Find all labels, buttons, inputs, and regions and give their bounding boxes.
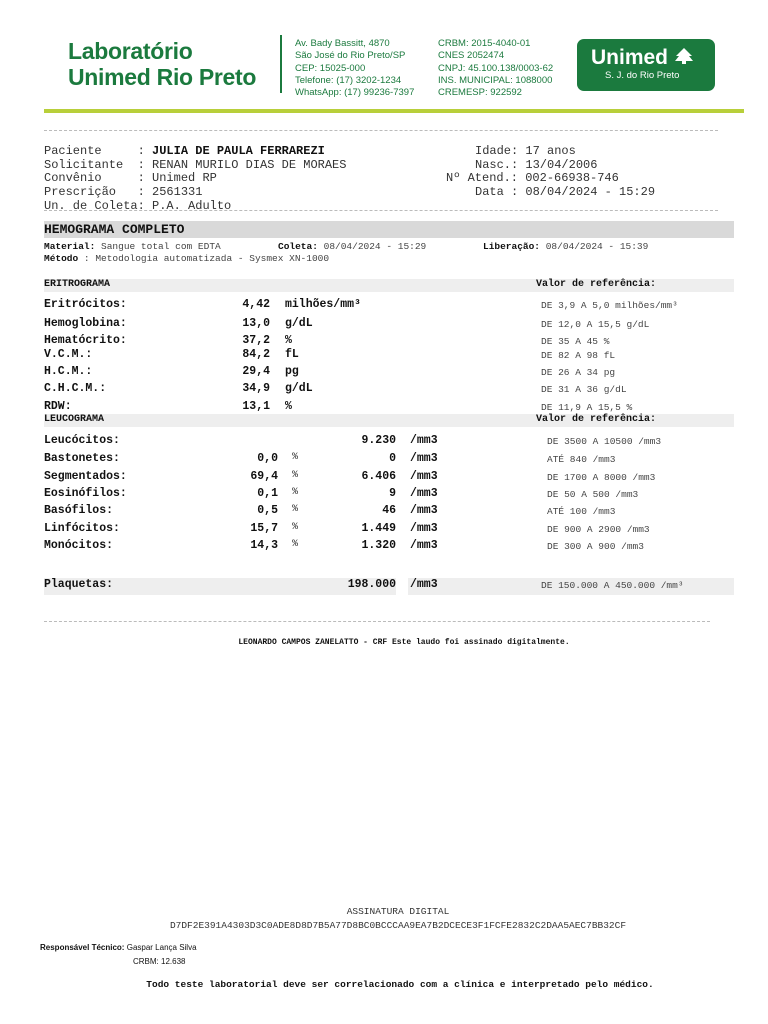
convenio-value: Unimed RP <box>152 171 217 186</box>
result-percent: 0,5 <box>257 504 278 517</box>
result-percent: 15,7 <box>250 522 278 535</box>
result-percent: 0,1 <box>257 487 278 500</box>
result-percent: 0,0 <box>257 452 278 465</box>
result-label: Monócitos: <box>44 539 114 552</box>
leucograma-ref-header: Valor de referência: <box>536 414 657 425</box>
registration-line: CRBM: 2015-4040-01 <box>438 38 531 49</box>
result-reference: ATÉ 100 /mm3 <box>547 506 616 517</box>
metodo-value: : Metodologia automatizada - Sysmex XN-1000 <box>83 253 330 264</box>
address-line: São José do Rio Preto/SP <box>295 50 406 62</box>
nascimento: Nasc.: 13/04/2006 <box>475 157 598 172</box>
result-label: Hematócrito: <box>44 334 127 347</box>
results-bottom-divider <box>44 621 710 622</box>
registration-line: CNES 2052474 <box>438 50 505 62</box>
convenio-label: Convênio : <box>44 171 145 186</box>
result-reference: DE 300 A 900 /mm3 <box>547 541 644 552</box>
coleta-datetime: 08/04/2024 - 15:29 <box>323 241 427 252</box>
result-label: V.C.M.: <box>44 348 93 361</box>
digital-signature-hash: D7DF2E391A4303D3C0ADE8D8D7B5A77D8BC0BCCCAA9EA7B2DCECE3F1FCFE2832C2DAA5AEC7BB32CF <box>169 920 627 931</box>
address-line: Av. Bady Bassitt, 4870 <box>295 38 390 49</box>
result-percent-unit: % <box>292 522 299 533</box>
plaquetas-unit: /mm3 <box>410 578 438 591</box>
coleta-label: Coleta: <box>278 241 318 252</box>
patient-block-right <box>446 131 655 214</box>
result-value: 84,2 <box>242 348 270 361</box>
leucograma-header-bar <box>44 414 734 427</box>
material-value: Sangue total com EDTA <box>101 241 221 252</box>
result-value: 29,4 <box>242 365 270 378</box>
result-reference: DE 3,9 A 5,0 milhões/mm³ <box>541 300 678 311</box>
plaquetas-label: Plaquetas: <box>44 578 114 591</box>
unimed-brand: Unimed <box>591 46 694 70</box>
eritrograma-ref-header: Valor de referência: <box>536 279 657 290</box>
responsavel-crbm: CRBM: 12.638 <box>133 957 186 966</box>
responsavel-label: Responsável Técnico: <box>40 943 125 952</box>
liberacao-datetime: 08/04/2024 - 15:39 <box>545 241 649 252</box>
result-reference: DE 12,0 A 15,5 g/dL <box>541 319 650 330</box>
eritrograma-header-bar <box>44 279 734 292</box>
result-percent-unit: % <box>292 539 299 550</box>
disclaimer: Todo teste laboratorial deve ser correlacionado com a clínica e interpretado pelo médico. <box>146 979 654 990</box>
result-absolute: 9 <box>389 487 396 500</box>
paciente-label: Paciente : <box>44 143 145 158</box>
address-line: WhatsApp: (17) 99236-7397 <box>295 87 415 99</box>
result-value: 13,0 <box>242 317 270 330</box>
result-unit: g/dL <box>285 317 313 330</box>
liberacao-label: Liberação: <box>483 241 541 252</box>
coleta-value: P.A. Adulto <box>152 198 232 213</box>
result-reference: DE 50 A 500 /mm3 <box>547 489 639 500</box>
metodo-label: Método <box>44 253 79 264</box>
result-reference: DE 35 A 45 % <box>541 336 610 347</box>
solicitante-value: RENAN MURILO DIAS DE MORAES <box>152 157 347 172</box>
result-reference: DE 900 A 2900 /mm3 <box>547 524 650 535</box>
material-label: Material: <box>44 241 96 252</box>
result-absolute-unit: /mm3 <box>410 470 438 483</box>
unimed-tree-icon <box>674 47 694 65</box>
result-absolute-unit: /mm3 <box>410 504 438 517</box>
result-percent-unit: % <box>292 470 299 481</box>
result-absolute: 1.320 <box>361 539 396 552</box>
address-line: Telefone: (17) 3202-1234 <box>295 74 402 86</box>
lab-logo <box>68 38 256 90</box>
result-label: C.H.C.M.: <box>44 382 107 395</box>
result-percent-unit: % <box>292 452 299 463</box>
registration-line: CNPJ: 45.100.138/0003-62 <box>438 62 554 74</box>
result-unit: % <box>285 334 292 347</box>
result-reference: DE 82 A 98 fL <box>541 350 616 361</box>
data-atendimento: Data : 08/04/2024 - 15:29 <box>475 185 656 200</box>
lab-registrations <box>438 38 553 99</box>
result-absolute-unit: /mm3 <box>410 452 438 465</box>
exam-title: HEMOGRAMA COMPLETO <box>44 222 185 237</box>
result-unit: pg <box>285 365 299 378</box>
result-label: Bastonetes: <box>44 452 120 465</box>
result-reference: DE 11,9 A 15,5 % <box>541 402 633 413</box>
result-percent: 14,3 <box>250 539 278 552</box>
leucograma-title: LEUCOGRAMA <box>44 414 105 425</box>
result-value: 34,9 <box>242 382 270 395</box>
result-absolute: 0 <box>389 452 396 465</box>
result-percent-unit: % <box>292 504 299 515</box>
digital-signature-title: ASSINATURA DIGITAL <box>346 906 450 917</box>
atendimento: Nº Atend.: 002-66938-746 <box>446 171 619 186</box>
coleta-label: Un. de Coleta: <box>44 198 145 213</box>
idade: Idade: 17 anos <box>475 143 576 158</box>
lab-name-line1: Laboratório <box>68 38 193 64</box>
lab-address <box>295 38 414 99</box>
responsavel-name: Gaspar Lança Silva <box>126 943 197 952</box>
result-absolute: 1.449 <box>361 522 396 535</box>
patient-bottom-divider <box>44 210 718 211</box>
result-reference: ATÉ 840 /mm3 <box>547 454 616 465</box>
result-label: Segmentados: <box>44 470 127 483</box>
result-label: RDW: <box>44 400 72 413</box>
result-absolute-unit: /mm3 <box>410 434 438 447</box>
result-reference: DE 3500 A 10500 /mm3 <box>547 436 662 447</box>
result-unit: g/dL <box>285 382 313 395</box>
result-label: H.C.M.: <box>44 365 93 378</box>
exam-metodo-line <box>44 253 329 264</box>
eritrograma-title: ERITROGRAMA <box>44 279 111 290</box>
plaquetas-ref: DE 150.000 A 450.000 /mm³ <box>541 580 684 591</box>
result-absolute: 9.230 <box>361 434 396 447</box>
result-unit: milhões/mm³ <box>285 298 361 311</box>
exam-title-bar <box>44 221 734 238</box>
header-accent-line <box>44 109 744 113</box>
result-reference: DE 1700 A 8000 /mm3 <box>547 472 656 483</box>
lab-name-line2: Unimed Rio Preto <box>68 64 257 90</box>
result-value: 13,1 <box>242 400 270 413</box>
result-unit: % <box>285 400 292 413</box>
result-absolute-unit: /mm3 <box>410 487 438 500</box>
solicitante-label: Solicitante : <box>44 157 145 172</box>
result-label: Basófilos: <box>44 504 114 517</box>
exam-material-line <box>44 241 221 252</box>
result-label: Eosinófilos: <box>44 487 127 500</box>
header-divider <box>280 35 282 93</box>
result-absolute-unit: /mm3 <box>410 539 438 552</box>
result-value: 37,2 <box>242 334 270 347</box>
result-reference: DE 26 A 34 pg <box>541 367 616 378</box>
result-percent-unit: % <box>292 487 299 498</box>
exam-coleta-line <box>278 241 426 252</box>
responsavel-tecnico <box>40 943 197 952</box>
result-absolute-unit: /mm3 <box>410 522 438 535</box>
result-absolute: 46 <box>382 504 396 517</box>
patient-block-left <box>44 131 346 228</box>
unimed-sub: S. J. do Rio Preto <box>605 70 680 81</box>
result-absolute: 6.406 <box>361 470 396 483</box>
result-label: Hemoglobina: <box>44 317 127 330</box>
exam-liberacao-line <box>483 241 648 252</box>
prescricao-value: 2561331 <box>152 185 203 200</box>
prescricao-label: Prescrição : <box>44 185 145 200</box>
unimed-logo <box>577 39 715 91</box>
registration-line: INS. MUNICIPAL: 1088000 <box>438 74 553 86</box>
address-line: CEP: 15025-000 <box>295 62 366 74</box>
result-label: Leucócitos: <box>44 434 120 447</box>
result-reference: DE 31 A 36 g/dL <box>541 384 627 395</box>
registration-line: CREMESP: 922592 <box>438 87 522 99</box>
result-value: 4,42 <box>242 298 270 311</box>
result-label: Linfócitos: <box>44 522 120 535</box>
signature-line: LEONARDO CAMPOS ZANELATTO - CRF Este laudo foi assinado digitalmente. <box>238 638 570 647</box>
plaquetas-value: 198.000 <box>347 578 396 591</box>
result-label: Eritrócitos: <box>44 298 127 311</box>
result-percent: 69,4 <box>250 470 278 483</box>
paciente-value: JULIA DE PAULA FERRAREZI <box>152 143 325 158</box>
result-unit: fL <box>285 348 299 361</box>
